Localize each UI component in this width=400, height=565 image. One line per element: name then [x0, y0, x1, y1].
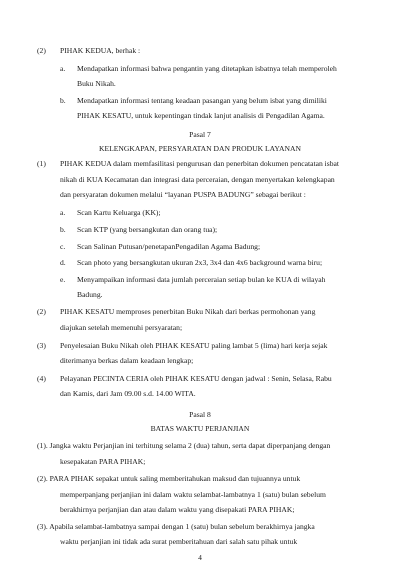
- list-text: Scan Salinan Putusan/penetapanPengadilan Agama Badung;: [77, 242, 261, 251]
- list-text: Mendapatkan informasi bahwa pengantin yang ditetapkan isbatnya telah memperoleh: [77, 64, 337, 73]
- paragraph-line: memperpanjang perjanjian ini dalam waktu selambat-lambatnya 1 (satu) bulan sebelum: [60, 490, 326, 499]
- paragraph-line: (3). Apabila selambat-lambatnya sampai dengan 1 (satu) bulan sebelum berakhirnya jangka: [37, 522, 315, 531]
- item-number: (2): [37, 307, 46, 316]
- paragraph-line: Penyelesaian Buku Nikah oleh PIHAK KESATU paling lambat 5 (lima) hari kerja sejak: [60, 341, 328, 350]
- list-marker: a.: [60, 64, 66, 73]
- paragraph-line: diajukan setelah memenuhi persyaratan;: [60, 323, 183, 332]
- item-number: (4): [37, 374, 46, 383]
- item-number: (2): [37, 46, 46, 55]
- list-marker: b.: [60, 225, 66, 234]
- paragraph-line: berakhirnya perjanjian dan atau dalam waktu yang disepakati PARA PIHAK;: [60, 505, 295, 514]
- list-text: Mendapatkan informasi tentang keadaan pasangan yang belum isbat yang dimiliki: [77, 96, 327, 105]
- paragraph-line: (1). Jangka waktu Perjanjian ini terhitung selama 2 (dua) tahun, serta dapat diperpanjang dengan: [37, 441, 331, 450]
- list-marker: b.: [60, 96, 66, 105]
- paragraph-line: kesepakatan PARA PIHAK;: [60, 457, 146, 466]
- list-text: Buku Nikah.: [77, 79, 116, 88]
- paragraph-line: (2). PARA PIHAK sepakat untuk saling memberitahukan maksud dan tujuannya untuk: [37, 474, 301, 483]
- paragraph-line: PIHAK KEDUA dalam memfasilitasi pengurusan dan penerbitan dokumen pencatatan isbat: [60, 159, 339, 168]
- item-title: PIHAK KEDUA, berhak :: [60, 46, 141, 55]
- list-marker: a.: [60, 208, 66, 217]
- list-text: Menyampaikan informasi data jumlah perceraian setiap bulan ke KUA di wilayah: [77, 275, 326, 284]
- item-number: (1): [37, 159, 46, 168]
- section-title: KELENGKAPAN, PERSYARATAN DAN PRODUK LAYANAN: [99, 144, 301, 153]
- list-marker: c.: [60, 242, 66, 251]
- paragraph-line: Pelayanan PECINTA CERIA oleh PIHAK KESATU dengan jadwal : Senin, Selasa, Rabu: [60, 374, 332, 383]
- paragraph-line: diterimanya berkas dalam keadaan lengkap;: [60, 356, 194, 365]
- paragraph-line: nikah di KUA Kecamatan dan integrasi data perceraian, dengan menyertakan kelengkapan: [60, 175, 335, 184]
- paragraph-line: dan persyaratan dokumen melalui “layanan PUSPA BADUNG” sebagai berikut :: [60, 190, 306, 199]
- paragraph-line: dan Kamis, dari Jam 09.00 s.d. 14.00 WITA.: [60, 389, 196, 398]
- section-heading: Pasal 7: [189, 130, 211, 139]
- list-text: PIHAK KESATU, untuk kepentingan tindak lanjut analisis di Pengadilan Agama.: [77, 111, 325, 120]
- section-heading: Pasal 8: [189, 410, 211, 419]
- section-title: BATAS WAKTU PERJANJIAN: [150, 424, 250, 433]
- list-text: Badung.: [77, 290, 103, 299]
- list-text: Scan KTP (yang bersangkutan dan orang tua);: [77, 225, 218, 234]
- item-number: (3): [37, 341, 46, 350]
- list-marker: e.: [60, 275, 66, 284]
- list-marker: d.: [60, 258, 66, 267]
- page-number: 4: [198, 553, 202, 562]
- paragraph-line: waktu perjanjian ini tidak ada surat pemberitahuan dari salah satu pihak untuk: [60, 537, 298, 546]
- paragraph-line: PIHAK KESATU memproses penerbitan Buku Nikah dari berkas permohonan yang: [60, 307, 316, 316]
- list-text: Scan photo yang bersangkutan ukuran 2x3, 3x4 dan 4x6 background warna biru;: [77, 258, 323, 267]
- list-text: Scan Kartu Keluarga (KK);: [77, 208, 161, 217]
